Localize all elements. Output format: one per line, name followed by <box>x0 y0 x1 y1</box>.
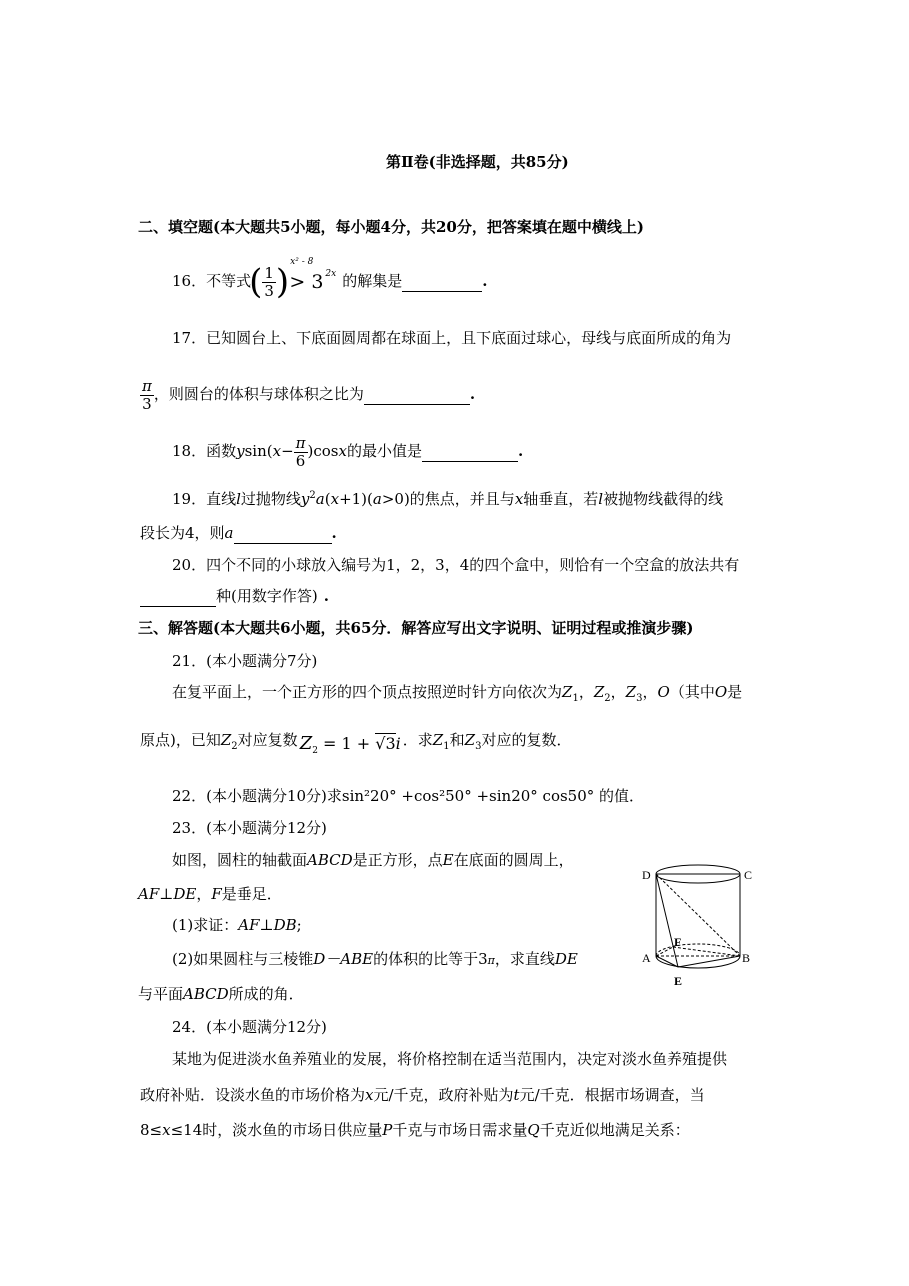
q23-af-de: AF⊥DE <box>138 885 197 903</box>
q18-dot: . <box>517 442 524 460</box>
q16-paren-close: ) <box>275 262 290 302</box>
q19-eq-sup: 2 <box>309 490 316 501</box>
q18-fraction: $\frac{\pi}{6}$ <box>295 434 306 470</box>
question-16 <box>172 257 488 302</box>
label-d: D <box>642 868 651 882</box>
question-24-line1: 某地为促进淡水鱼养殖业的发展，将价格控制在适当范围内，决定对淡水鱼养殖提供 <box>172 1050 728 1068</box>
q17-dot: . <box>469 385 476 403</box>
q24-text-f: 千克与市场日需求量 <box>392 1121 528 1139</box>
q21-z3b: Z <box>464 731 476 749</box>
question-19-line1 <box>172 491 723 507</box>
label-c: C <box>744 868 753 882</box>
q17-text: ，则圆台的体积与球体积之比为 <box>153 385 364 403</box>
question-17-line2 <box>140 378 475 412</box>
q19-text-d: 被抛物线截得的线 <box>603 490 724 508</box>
page-title: 第Ⅱ卷(非选择题，共85分) <box>386 153 569 171</box>
q17-answer-blank <box>364 389 470 405</box>
q21-text-a: 在复平面上，一个正方形的四个顶点按照逆时针方向依次为 <box>172 683 563 701</box>
q19-eq-y: y <box>300 490 310 508</box>
question-21-line2 <box>140 733 571 756</box>
q21-text-g: 和 <box>449 731 465 749</box>
q24-text-d: 8≤ <box>140 1121 163 1139</box>
q24-var-x: x <box>365 1086 374 1104</box>
q16-answer-blank <box>402 276 482 292</box>
q18-minus: − <box>281 442 294 460</box>
q18-text-b: sin( <box>244 442 273 460</box>
q20-answer-blank <box>140 591 216 607</box>
q21-z3: Z <box>625 683 637 701</box>
q17-fraction: $\frac{\pi}{3}$ <box>142 377 152 413</box>
q16-fraction: $\frac{1}{3}$ <box>264 264 274 300</box>
q21-z1-sub: 1 <box>572 693 579 704</box>
question-20-line1: 20．四个不同的小球放入编号为1，2，3，4的四个盒中，则恰有一个空盒的放法共有 <box>172 556 740 574</box>
q18-text-d: 的最小值是 <box>346 442 422 460</box>
q19-eq-a2: a <box>372 490 382 508</box>
q24-var-x2: x <box>162 1121 171 1139</box>
q23-abcd: ABCD <box>307 851 353 869</box>
q18-answer-blank <box>422 446 518 462</box>
q24-text-c: 元/千克．根据市场调查，当 <box>519 1086 705 1104</box>
question-20-line2 <box>140 589 329 607</box>
q23-d-abe: D－ABE <box>313 950 374 968</box>
q24-text-e: ≤14时，淡水鱼的市场日供应量 <box>170 1121 383 1139</box>
q21-text-c: 是 <box>727 683 743 701</box>
q18-text-a: 18．函数 <box>172 442 237 460</box>
edge-eb <box>678 956 740 967</box>
q19-eq-rest3: >0)的焦点，并且与 <box>381 490 515 508</box>
q19-var-l1: l <box>236 490 241 508</box>
q23-text-b: 是正方形，点 <box>352 851 443 869</box>
edge-de <box>656 874 678 967</box>
q19-text-c: 轴垂直，若 <box>523 490 599 508</box>
q21-z3-sub: 3 <box>636 693 643 704</box>
q20-dot: . <box>323 587 329 605</box>
q24-var-p: P <box>382 1121 393 1139</box>
question-22: 22．(本小题满分10分)求sin²20° +cos²50° +sin20° cos50° 的值． <box>172 787 645 805</box>
question-23-line5 <box>138 987 304 1002</box>
q18-var-x1: x <box>272 442 282 460</box>
q21-comma-1: ， <box>578 683 594 701</box>
question-24-head: 24．(本小题满分12分) <box>172 1018 327 1036</box>
q21-z1b: Z <box>432 731 444 749</box>
q21-z3b-sub: 3 <box>475 741 482 752</box>
q23-semicolon: ; <box>296 916 302 934</box>
q18-var-y: y <box>236 442 245 460</box>
q19-eq-x: x <box>330 490 340 508</box>
question-23-line2 <box>138 887 282 902</box>
q21-text-h: 对应的复数． <box>481 731 572 749</box>
q24-text-a: 政府补贴．设淡水鱼的市场价格为 <box>140 1086 366 1104</box>
q19-var-l2: l <box>598 490 604 508</box>
q23-part2-a: (2)如果圆柱与三棱锥 <box>172 950 314 968</box>
q23-f: F <box>211 885 222 903</box>
q19-answer-blank <box>234 528 332 544</box>
question-18 <box>172 435 523 469</box>
q16-gt-3: > 3 <box>289 271 324 293</box>
q23-abcd-2: ABCD <box>183 985 229 1003</box>
question-24-line2 <box>140 1088 705 1103</box>
q23-de: DE <box>554 950 578 968</box>
q21-text-e: 对应复数 <box>237 731 298 749</box>
q21-z2b: Z <box>220 731 232 749</box>
section-heading-solutions: 三、解答题(本大题共6小题，共65分．解答应写出文字说明、证明过程或推演步骤) <box>138 619 694 637</box>
q24-var-q: Q <box>527 1121 540 1139</box>
question-23-head: 23．(本小题满分12分) <box>172 819 327 837</box>
q21-comma-2: ， <box>610 683 626 701</box>
q21-comma-3: ， <box>642 683 658 701</box>
q16-dot: . <box>482 272 488 290</box>
q21-text-d: 原点)，已知 <box>140 731 221 749</box>
edge-ae <box>656 956 678 967</box>
q24-var-t: t <box>513 1086 520 1104</box>
q21-z2b-sub: 2 <box>231 741 238 752</box>
q23-text-c: 在底面的圆周上， <box>453 851 574 869</box>
q20-text: 种(用数字作答) <box>216 587 318 605</box>
question-17-line1: 17．已知圆台上、下底面圆周都在球面上，且下底面过球心，母线与底面所成的角为 <box>172 329 732 347</box>
q21-z2-sub: 2 <box>604 693 611 704</box>
q23-pi: π <box>487 954 495 967</box>
q23-part2-b: 的体积的比等于3 <box>373 950 488 968</box>
question-21-head: 21．(本小题满分7分) <box>172 652 318 670</box>
q23-af-db: AF⊥DB <box>238 916 297 934</box>
q19-text-a: 19．直线 <box>172 490 237 508</box>
q19-eq-rest: ( <box>324 490 331 508</box>
q23-part2-e: 所成的角． <box>228 985 304 1003</box>
q21-o2: O <box>714 683 728 701</box>
question-23-line4 <box>172 952 578 967</box>
q16-text-b: 的解集是 <box>342 272 403 290</box>
q18-text-c: )cos <box>307 442 339 460</box>
q21-z1b-sub: 1 <box>443 741 450 752</box>
question-23-line3 <box>172 918 302 933</box>
q21-o: O <box>657 683 670 701</box>
q16-paren-open: ( <box>249 262 263 302</box>
q16-text-a: 16．不等式 <box>172 272 252 290</box>
label-a: A <box>642 951 651 965</box>
q21-text-b: （其中 <box>669 683 715 701</box>
q24-text-g: 千克近似地满足关系： <box>539 1121 690 1139</box>
q19-eq-rest2: +1)( <box>339 490 373 508</box>
q16-exponent-2: 2x <box>325 269 337 279</box>
q23-comma: ， <box>196 885 212 903</box>
q23-part2-c: ，求直线 <box>494 950 555 968</box>
q19-var-a: a <box>224 524 234 542</box>
question-23-line1 <box>172 853 574 868</box>
q23-text-a: 如图，圆柱的轴截面 <box>172 851 308 869</box>
q21-text-f: ．求 <box>402 731 433 749</box>
q23-part1-label: (1)求证： <box>172 916 239 934</box>
q21-z2: Z <box>593 683 605 701</box>
q21-z1: Z <box>562 683 573 701</box>
q23-part2-d: 与平面 <box>138 985 184 1003</box>
q24-text-b: 元/千克，政府补贴为 <box>373 1086 514 1104</box>
q19-var-x: x <box>514 490 524 508</box>
q19-text-b: 过抛物线 <box>240 490 301 508</box>
q23-e: E <box>442 851 454 869</box>
question-21-line1 <box>172 685 742 704</box>
q23-text-d: 是垂足． <box>221 885 282 903</box>
question-24-line3 <box>140 1123 690 1138</box>
cylinder-figure <box>636 850 756 990</box>
q16-exponent: x² ‑ 8 <box>290 257 314 267</box>
label-f: F <box>674 935 682 949</box>
q18-var-x2: x <box>338 442 347 460</box>
q21-formula: $Z_2 = 1 + √3i$ <box>299 733 401 757</box>
label-b: B <box>742 951 751 965</box>
label-e: E <box>674 974 683 988</box>
q19-dot: . <box>331 524 337 542</box>
question-19-line2 <box>140 526 337 544</box>
q19-text-line2: 段长为4，则 <box>140 524 225 542</box>
q19-eq-a: a <box>315 490 325 508</box>
section-heading-fill-in: 二、填空题(本大题共5小题，每小题4分，共20分，把答案填在题中横线上) <box>138 218 644 236</box>
